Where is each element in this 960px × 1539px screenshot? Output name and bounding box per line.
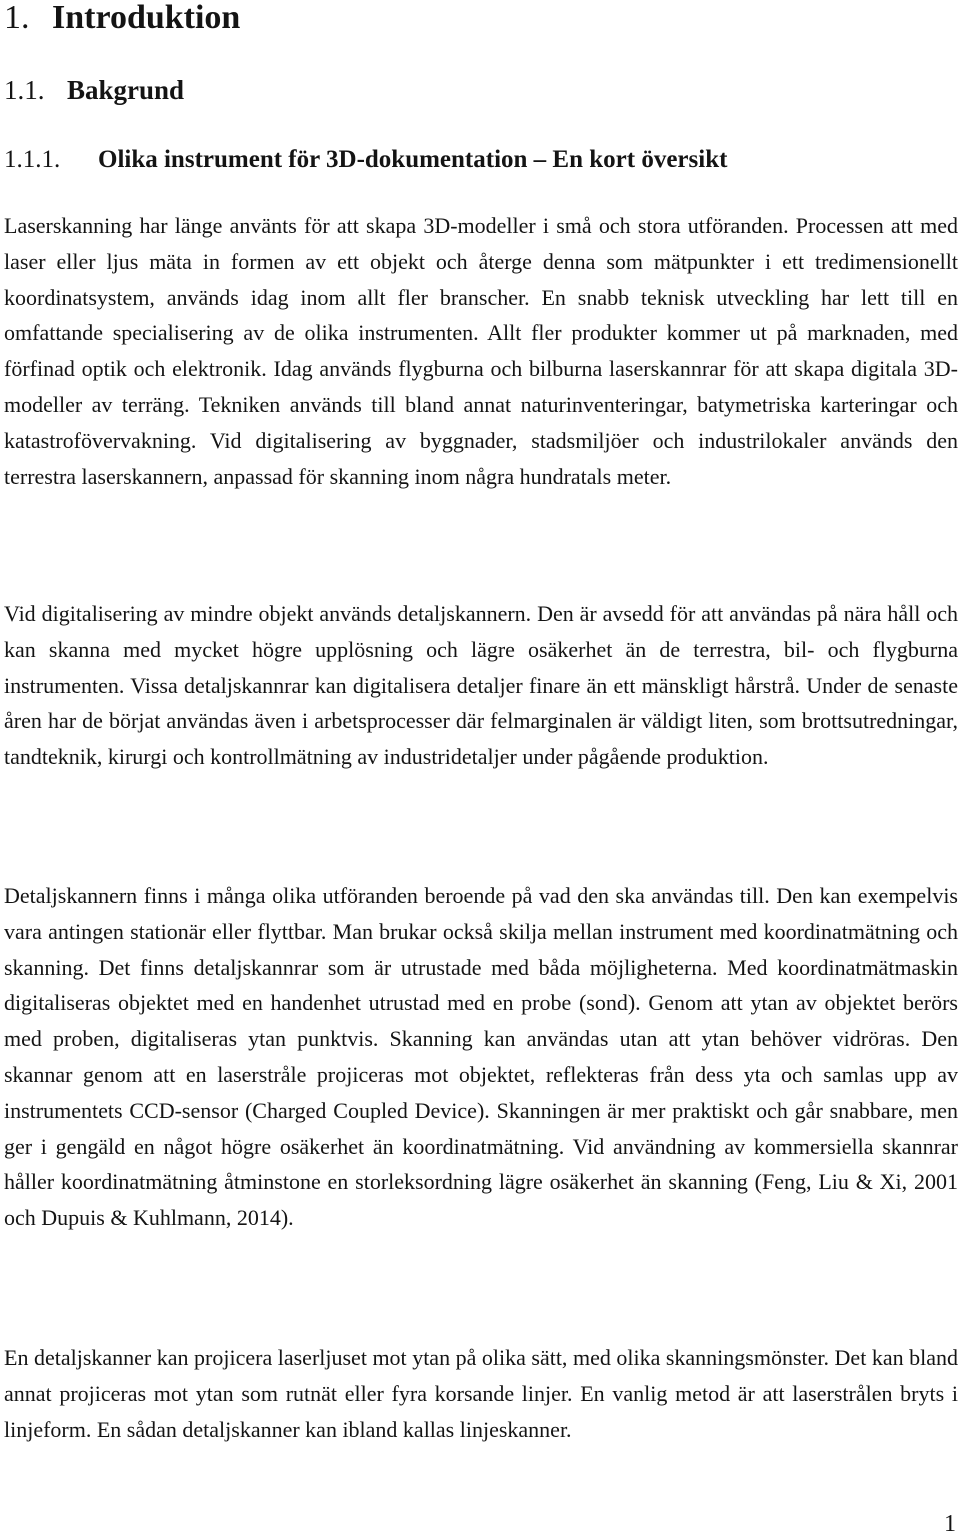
body-paragraph: Laserskanning har länge använts för att skapa 3D-modeller i små och stora utföranden. Processen att med laser eller ljus mäta in formen av ett objekt och återge denna som mätpunkter i ett tredimensionellt koordinatsystem, används idag inom allt fler branscher. En snabb teknisk utveckling har lett till en omfattande specialisering av de olika instrumenten. Allt fler produkter kommer ut på marknaden, med förfinad optik och elektronik. Idag används flygburna och bilburna laserskannrar för att skapa digitala 3D-modeller av terräng. Tekniken används till bland annat naturinventeringar, batymetriska karteringar och katastrofövervakning. Vid digitalisering av byggnader, stadsmiljöer och industrilokaler används den terrestra laserskannern, anpassad för skanning inom några hundratals meter.	[4, 213, 958, 489]
page-number: 1	[944, 1511, 956, 1537]
section-title: Bakgrund	[67, 75, 185, 105]
subsection-title: Olika instrument för 3D-dokumentation – En kort översikt	[98, 146, 728, 173]
body-paragraph: En detaljskanner kan projicera laserljuset mot ytan på olika sätt, med olika skanningsmönster. Det kan bland annat projiceras mot ytan som rutnät eller fyra korsande linjer. En vanlig metod är att laserstrålen bryts i linjeform. En sådan detaljskanner kan ibland kallas linjeskanner.	[4, 1345, 958, 1442]
subsection-heading	[4, 142, 727, 178]
chapter-number: 1.	[4, 0, 30, 36]
body-paragraph: Vid digitalisering av mindre objekt används detaljskannern. Den är avsedd för att användas på nära håll och kan skanna med mycket högre upplösning och lägre osäkerhet än de terrestra, bil- och flygburna instrumenten. Vissa detaljskannrar kan digitalisera detaljer finare än ett mänskligt hårstrå. Under de senaste åren har de börjat användas även i arbetsprocesser där felmarginalen är väldigt liten, som brottsutredningar, tandteknik, kirurgi och kontrollmätning av industridetaljer under pågående produktion.	[4, 601, 958, 770]
section-number: 1.1.	[4, 75, 45, 105]
subsection-number: 1.1.1.	[4, 146, 61, 173]
chapter-title: Introduktion	[52, 0, 241, 36]
body-paragraph: Detaljskannern finns i många olika utföranden beroende på vad den ska användas till. Den kan exempelvis vara antingen stationär eller flyttbar. Man brukar också skilja mellan instrument med koordinatmätning och skanning. Det finns detaljskannrar som är utrustade med båda möjligheterna. Med koordinatmätmaskin digitaliseras objektet med en handenhet utrustad med en probe (sond). Genom att ytan av objektet berörs med proben, digitaliseras ytan punktvis. Skanning kan användas utan att ytan behöver vidröras. Den skannar genom att en laserstråle projiceras mot objektet, reflekteras från dess yta och samlas upp av instrumentets CCD-sensor (Charged Coupled Device). Skanningen är mer praktiskt och går snabbare, men ger i gengäld en något högre osäkerhet än koordinatmätning. Vid användning av kommersiella skannrar håller koordinatmätning åtminstone en storleksordning lägre osäkerhet än skanning (Feng, Liu & Xi, 2001 och Dupuis & Kuhlmann, 2014).	[4, 883, 958, 1231]
chapter-heading	[4, 0, 240, 38]
section-heading	[4, 72, 184, 108]
